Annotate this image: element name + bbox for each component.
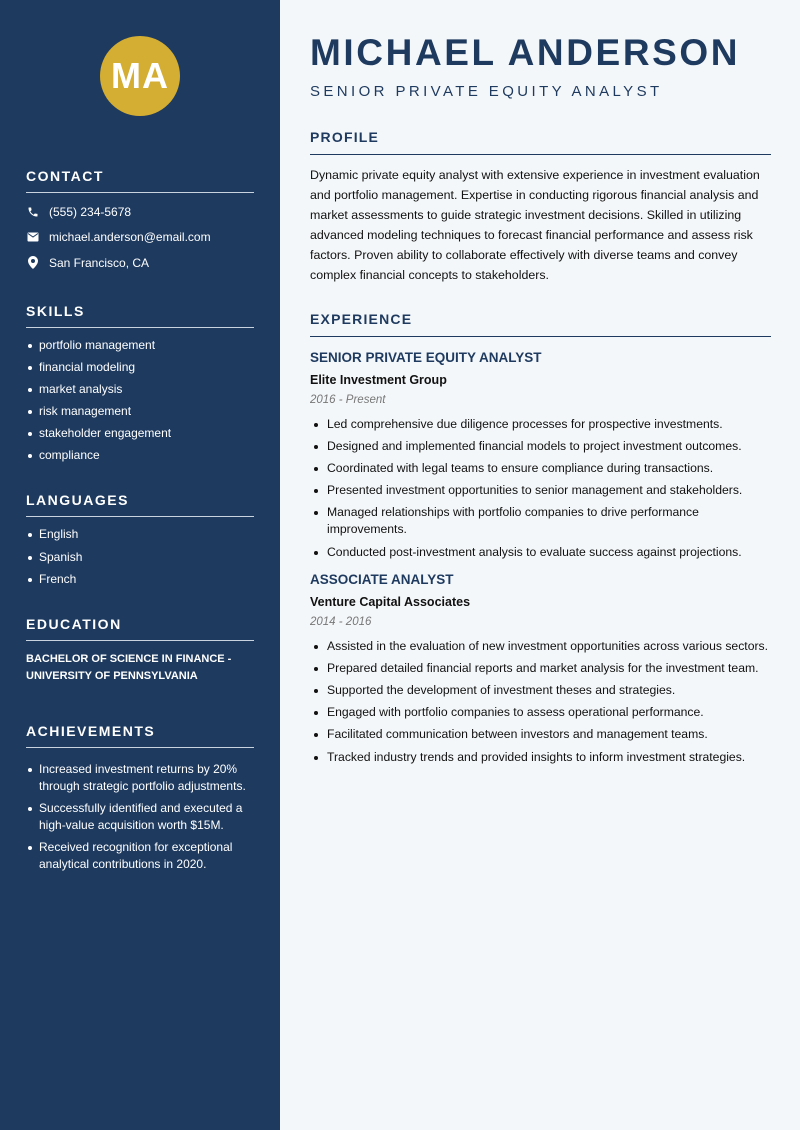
list-item: Designed and implemented financial models to project investment outcomes.: [310, 438, 771, 456]
email-text: michael.anderson@email.com: [49, 230, 211, 245]
avatar: MA: [100, 36, 180, 116]
languages-title: LANGUAGES: [26, 492, 254, 517]
job-bullets: [310, 416, 771, 561]
contact-email: [26, 225, 254, 251]
job-entry: [310, 349, 771, 561]
contact-location: [26, 250, 254, 276]
phone-icon: [26, 205, 40, 219]
mail-icon: [26, 230, 40, 244]
list-item: risk management: [26, 403, 254, 420]
languages-list: [26, 526, 254, 587]
job-title: SENIOR PRIVATE EQUITY ANALYST: [310, 349, 542, 365]
list-item: market analysis: [26, 381, 254, 398]
candidate-role: SENIOR PRIVATE EQUITY ANALYST: [310, 83, 663, 100]
phone-text: (555) 234-5678: [49, 204, 132, 219]
profile-text: Dynamic private equity analyst with extensive experience in investment evaluation and portfolio management. Expertise in conducting rigorous financial analysis and market assessments to guide strategic investment decisions. Skilled in utilizing advanced modeling techniques to forecast financial performance and assess risk factors. Proven ability to collaborate effectively with diverse teams and convey complex financial concepts to stakeholders.: [310, 168, 760, 283]
job-dates: 2014 - 2016: [310, 616, 372, 629]
list-item: Led comprehensive due diligence processes for prospective investments.: [310, 416, 771, 434]
job-bullets: [310, 638, 771, 766]
list-item: compliance: [26, 447, 254, 464]
profile-section: [310, 129, 771, 286]
skills-title: SKILLS: [26, 303, 254, 328]
list-item: English: [26, 526, 254, 543]
list-item: Presented investment opportunities to senior management and stakeholders.: [310, 482, 771, 500]
list-item: stakeholder engagement: [26, 425, 254, 442]
job-title: ASSOCIATE ANALYST: [310, 572, 454, 588]
skills-list: [26, 337, 254, 465]
location-text: San Francisco, CA: [49, 255, 150, 270]
list-item: Spanish: [26, 549, 254, 566]
location-pin-icon: [26, 256, 40, 270]
experience-section: [310, 311, 771, 766]
candidate-name: MICHAEL ANDERSON: [310, 32, 741, 73]
list-item: Coordinated with legal teams to ensure compliance during transactions.: [310, 460, 771, 478]
company-name: Elite Investment Group: [310, 372, 447, 387]
list-item: Facilitated communication between investors and management teams.: [310, 726, 771, 744]
list-item: French: [26, 571, 254, 588]
list-item: Tracked industry trends and provided insights to inform investment strategies.: [310, 749, 771, 767]
list-item: Successfully identified and executed a high-value acquisition worth $15M.: [26, 800, 254, 834]
job-entry: [310, 571, 771, 766]
profile-title: PROFILE: [310, 129, 771, 155]
company-name: Venture Capital Associates: [310, 595, 471, 610]
achievements-title: ACHIEVEMENTS: [26, 723, 254, 748]
contact-title: CONTACT: [26, 168, 254, 193]
contact-section: [26, 168, 254, 276]
skills-section: [26, 303, 254, 465]
list-item: Engaged with portfolio companies to assess operational performance.: [310, 704, 771, 722]
achievements-section: [26, 723, 254, 873]
main-content: [310, 0, 771, 771]
list-item: Prepared detailed financial reports and market analysis for the investment team.: [310, 660, 771, 678]
education-title: EDUCATION: [26, 616, 254, 641]
list-item: Managed relationships with portfolio companies to drive performance improvements.: [310, 504, 771, 539]
list-item: Supported the development of investment theses and strategies.: [310, 682, 771, 700]
education-section: [26, 616, 254, 685]
experience-title: EXPERIENCE: [310, 311, 771, 337]
list-item: financial modeling: [26, 359, 254, 376]
list-item: Assisted in the evaluation of new investment opportunities across various sectors.: [310, 638, 771, 656]
job-dates: 2016 - Present: [310, 393, 386, 406]
achievements-list: [26, 761, 254, 873]
list-item: Received recognition for exceptional analytical contributions in 2020.: [26, 839, 254, 873]
list-item: Conducted post-investment analysis to evaluate success against projections.: [310, 544, 771, 562]
languages-section: [26, 492, 254, 587]
list-item: Increased investment returns by 20% through strategic portfolio adjustments.: [26, 761, 254, 795]
sidebar: [0, 0, 280, 1130]
contact-phone: [26, 199, 254, 225]
education-degree: BACHELOR OF SCIENCE IN FINANCE - UNIVERSITY OF PENNSYLVANIA: [26, 652, 232, 682]
list-item: portfolio management: [26, 337, 254, 354]
